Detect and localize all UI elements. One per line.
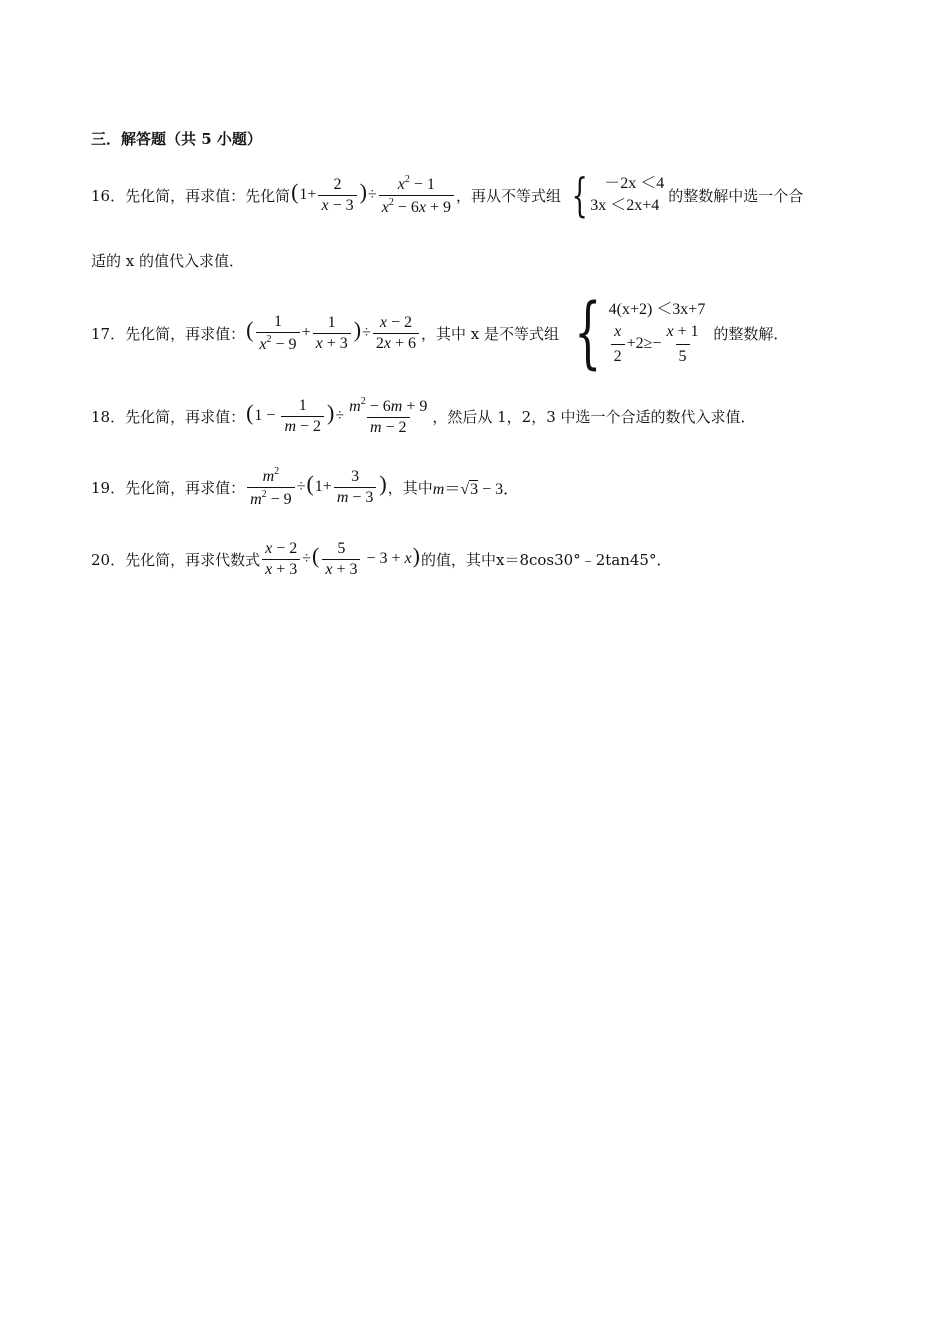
question-18 <box>91 396 756 437</box>
question-19-suffix: ，其中 <box>387 479 433 497</box>
question-18-suffix: ，然后从 1，2，3 中选一个合适的数代入求值． <box>432 408 756 426</box>
q19-condition: m＝√3 − 3． <box>432 481 520 498</box>
q18-expression: (1 − $\frac{1}{m - 2}$ )÷ $\frac{m^2 - 6m + 9}{m - 2}$ <box>246 396 428 436</box>
question-17-mid: ，其中 x 是不等式组 <box>420 324 559 343</box>
q19-expression: $\frac{m^2}{m^2 - 9}$ ÷(1+ $\frac{3}{m - 3}$ ) <box>245 466 388 509</box>
question-16-continued <box>91 250 244 271</box>
question-17-prefix: 17．先化简，再求值： <box>91 324 246 343</box>
q17-inequality-system: { 4(x+2) ＜3x+7 $\frac{x}{2}$ +2≥− $\frac{x + 1}{5}$ <box>574 288 706 378</box>
question-17-suffix: 的整数解． <box>713 324 789 343</box>
section-heading: 三．解答题（共 5 小题） <box>91 130 262 148</box>
q16-expression: (1+ $\frac{2}{x - 3}$ )÷ $\frac{x^2 - 1}{x^2 - 6x + 9}$ <box>290 174 456 217</box>
question-20-prefix: 20．先化简，再求代数式 <box>91 551 261 569</box>
q17-inequality-1: 4(x+2) ＜3x+7 <box>608 300 706 318</box>
q17-expression: ( $\frac{1}{x^2 - 9}$ + $\frac{1}{x + 3}$ )÷ $\frac{x - 2}{2x + 6}$ <box>245 313 421 354</box>
q16-inequality-system: { －2x ＜4 3x ＜2x+4 <box>571 168 665 222</box>
q17-inequality-2: $\frac{x}{2}$ +2≥− $\frac{x + 1}{5}$ <box>609 321 706 368</box>
question-16-prefix: 16．先化简，再求值：先化简 <box>91 186 291 205</box>
question-16-suffix: 的整数解中选一个合 <box>668 186 804 205</box>
q16-inequality-1: －2x ＜4 <box>604 175 665 192</box>
question-17 <box>91 288 789 378</box>
question-20-suffix: x＝8cos30°﹣2tan45°． <box>495 551 672 569</box>
q20-expression: $\frac{x - 2}{x + 3}$ ÷( $\frac{5}{x + 3}$ − 3 + x) <box>260 540 421 579</box>
q16-inequality-2: 3x ＜2x+4 <box>590 197 660 214</box>
question-16 <box>91 168 804 222</box>
question-20-mid: 的值，其中 <box>420 551 496 569</box>
question-20 <box>91 540 671 579</box>
question-19-prefix: 19．先化简，再求值： <box>91 479 246 497</box>
question-16-line2: 适的 x 的值代入求值． <box>91 252 244 270</box>
question-18-prefix: 18．先化简，再求值： <box>91 408 246 426</box>
question-16-mid: ，再从不等式组 <box>455 186 561 205</box>
question-19 <box>91 466 519 509</box>
